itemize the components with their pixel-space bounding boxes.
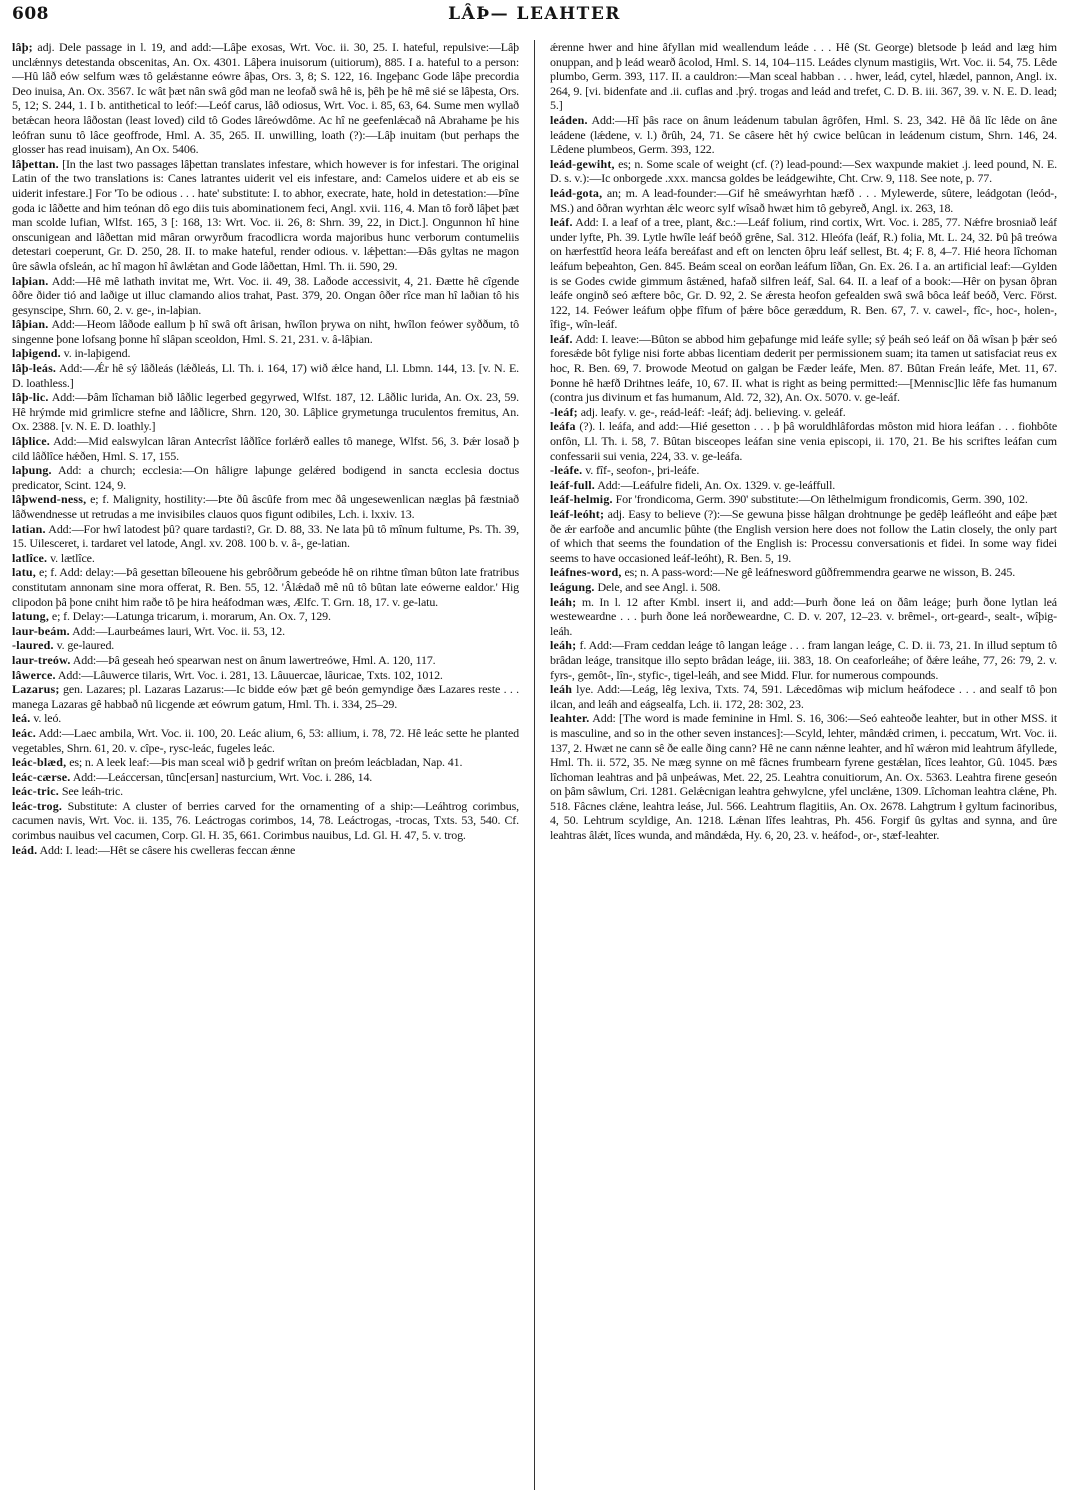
dictionary-entry bbox=[550, 463, 1057, 478]
dictionary-entry bbox=[550, 565, 1057, 580]
dictionary-entry bbox=[12, 755, 519, 770]
right-column bbox=[550, 40, 1057, 1490]
entry-headword: Lazarus; bbox=[12, 682, 60, 697]
entry-definition: Add:—Ǽr hê sý lâðleás (lǽðleás, Ll. Th. i. 164, 17) wið ǽlce hand, Ll. Lbmn. 144, 13. [v. N. E. D. loathless.] bbox=[12, 361, 519, 390]
dictionary-entry bbox=[550, 332, 1057, 405]
entry-definition: v. lætlîce. bbox=[47, 550, 95, 565]
dictionary-entry bbox=[12, 668, 519, 683]
entry-definition: Dele, and see Angl. i. 508. bbox=[594, 579, 721, 594]
entry-headword: leád-gewiht, bbox=[550, 156, 615, 171]
dictionary-entry bbox=[550, 215, 1057, 332]
dictionary-entry bbox=[12, 157, 519, 274]
dictionary-entry bbox=[12, 346, 519, 361]
entry-headword: latung, bbox=[12, 609, 50, 624]
dictionary-entry bbox=[12, 843, 519, 858]
entry-headword: leáfnes-word, bbox=[550, 565, 622, 580]
entry-headword: lâþ; bbox=[12, 40, 33, 54]
entry-definition: [In the last two passages lâþettan translates infestare, which however is for infestari. The original Latin of the two translations is: Canes latrantes uiderit vel eis infestare, and: Camelos uidere et ab eis se uiderit infestare.] For 'To be odious . . . hate' substitute: I. to abhor, execrate, hate, hold in detestation:—Þîne goda ic lâðette and him teónan dô ego diis tuis abominationem feci, Angl. xvii. 116, 4. Man tô forð lâþet þæt man scolde lufian, Wlfst. 165, 3 [: 168, 13: Wrt. Voc. ii. 26, 8: Shrn. 39, 22, in Dict.]. Ongunnon hî hine onscunigean and lâðettan mid mâran orwyrðum fracodlicra worda majoribus hunc verborum contumeliis detestari coeperunt, Gr. D. 250, 28. II. to make hateful, render odious. v. lǽþettan:—Ðâs gyltas ne magon ûre sâwla ofsleán, ac hî magon hî âwlǽtan and Gode lâðettan, Hml. Th. ii. 590, 29. bbox=[12, 156, 519, 273]
entry-definition: es; n. A leek leaf:—Þis man sceal wið þ gedrif wrîtan on þreóm leácbladan, Nap. 41. bbox=[66, 755, 463, 770]
dictionary-entry bbox=[550, 113, 1057, 157]
entry-definition: Add:—Hî þâs race on ânum leádenum tabulan âgrôfen, Hml. S. 23, 342. Hê ðâ lîc lêde on âne leádene (lǽdene, v. l.) ðrûh, 24, 71. Se câsere hêt hý cwice belûcan in leádenum cistum, Shrn. 146, 24. Lêdene plumbeos, Germ. 393, 122. bbox=[550, 112, 1057, 157]
entry-definition: e; f. Malignity, hostility:—Þte ðû âscûfe from mec ðâ ungesewenlican næglas þâ fæstniað lâðwendnesse ut retrudas a me invisibiles clauos quos figunt odibiles, Lch. i. lxxiv. 13. bbox=[12, 492, 519, 521]
entry-definition: Add: [The word is made feminine in Hml. S. 16, 306:—Seó eahteoðe leahter, but in other MSS. it is masculine, and so in the other seven instances]:—Scyld, lehter, mândǽd crimen, i. peccatum, Wrt. Voc. ii. 137, 2. Hwæt ne cann sê ðe ealle ðing cann? Hê ne cann nǽnne leahter, and hî wǽron mid leahtrum âfyllede, Hml. Th. ii. 572, 35. Ne mæg synne on mê fâcnes frumbearn fyrene gestǽlan, lîces leahtor, Gû. 1045. Þæs lîchoman leahtras and þâ unþeáwas, Met. 22, 25. Leahtra conuitiorum, An. Ox. 5363. Leahtra firene geseón on þâm sâwlum, Cri. 1281. Gelǽcnigan leahtra gehwylcne, yfel unclǽne, 1309. Lîchoman leahtra clǽne, Ph. 518. Fâcnes clǽne, leahtra leáse, Jul. 566. Leahtrum flagitiis, An. Ox. 2678. Lahgtrum ł gyltum facinoribus, 4, 50. Lehtrum scyldige, An. 1218. Lǽnan lîfes leahtras, Ph. 456. Forgif ûs gyltas and synna, and ûre leahtras âlǽt, lîces wunda, and mândǽda, Hy. 6, 20, 23. v. heáfod-, or-, stæf-leahter. bbox=[550, 711, 1057, 843]
entry-definition: Add: I. a leaf of a tree, plant, &c.:—Leáf folium, rind cortix, Wrt. Voc. i. 285, 77. Nǽfre brosniað leáf under lyfte, Ph. 39. Lytle hwîle leáf beóð grêne, Sal. 312. Hleófa (leáf, R.) folia, Mt. L. 24, 32. Þû þâ treówa on hærfesttîd heora leáfa bereáfast and eft on lencten ôþru leáf sellest, Bt. 4; F. 8, 4–7. Hié heora lîchoman leáfum beþeahton, Gen. 845. Beám sceal on eorðan leáfum lîðan, Gn. Ex. 26. I a. an artificial leaf:—Gylden is se Godes cwide gimmum âstǽned, hafað silfren leáf, Sal. 64. II. a leaf of a book:—Hêr on þysan ôþran leáfe onginð seó æftere bôc, Gr. D. 92, 2. Se ǽresta heofon gefealden swâ swâ bôca leáf beóð, Verc. Först. 122, 14. Feówer leáfum oþþe fîfum of þǽre bôce geræddum, R. Ben. 67, 7. v. cawel-, fîc-, hoc-, holen-, îfig-, wîn-leáf. bbox=[550, 215, 1057, 332]
dictionary-entry bbox=[12, 726, 519, 755]
entry-headword: leác. bbox=[12, 725, 36, 740]
entry-headword: lâþwend-ness, bbox=[12, 492, 87, 507]
dictionary-entry bbox=[550, 478, 1057, 493]
entry-headword: leáh bbox=[550, 682, 573, 697]
entry-headword: leáden. bbox=[550, 112, 588, 127]
entry-headword: leáh; bbox=[550, 638, 577, 653]
dictionary-entry bbox=[12, 609, 519, 624]
dictionary-entry bbox=[12, 492, 519, 521]
entry-headword: -laured. bbox=[12, 638, 54, 653]
entry-definition: Add:—Leáfulre fideli, An. Ox. 1329. v. ge-leáffull. bbox=[595, 477, 836, 492]
entry-definition: Add:—Þâm lîchaman bið lâðlic legerbed gegyrwed, Wlfst. 187, 12. Lâðlic lurida, An. Ox. 23, 59. Hê hrýmde mid grimlicre stefne and lâðlicre, Shrn. 120, 30. Lâþlice grymetunga truculentos fremitus, An. Ox. 2388. [v. N. E. D. loathly.] bbox=[12, 390, 519, 434]
entry-definition: For 'frondicoma, Germ. 390' substitute:—On lêthelmigum frondicomis, Germ. 390, 102. bbox=[612, 492, 1028, 507]
entry-headword: laþung. bbox=[12, 463, 52, 478]
dictionary-entry bbox=[12, 390, 519, 434]
entry-headword: leáh; bbox=[550, 594, 577, 609]
dictionary-entry bbox=[12, 40, 519, 157]
entry-headword: lâþettan. bbox=[12, 156, 59, 171]
entry-headword: leáf. bbox=[550, 331, 573, 346]
entry-definition: (?). l. leáfa, and add:—Hié gesetton . . . þ þâ woruldhlâfordas môston mid hiora leáfan . . . fiohbôte onfôn, Ll. Th. i. 58, 7. Bûtan bisceopes leáfan sine venia episcopi, ii. 170, 21. Be his scriftes leáfan cum confessarii sui venia, 224, 33. v. ge-leáfa. bbox=[550, 419, 1057, 463]
entry-headword: leác-blæd, bbox=[12, 755, 67, 770]
entry-definition: Add:—Hê mê lathath invitat me, Wrt. Voc. ii. 49, 38. Laðode accessivit, 4, 21. Ðætte hê cîgende ôðre ðider tió and laðige ut illuc clamando alios trahat, Past. 379, 20. Ongan ôðer rîce man hî laðian tô his gesynscipe, Shrn. 60, 2. v. ge-, in-laþian. bbox=[12, 273, 519, 317]
entry-headword: lâþian. bbox=[12, 317, 49, 332]
dictionary-entry bbox=[12, 565, 519, 609]
running-head: LÂÞ— LEAHTER bbox=[448, 4, 621, 24]
dictionary-entry bbox=[12, 711, 519, 726]
dictionary-entry bbox=[12, 434, 519, 463]
entry-definition: Substitute: A cluster of berries carved for the ornamenting of a ship:—Leáhtrog corimbus, cacumen navis, Wrt. Voc. ii. 135, 76. Leáctrogas corimbos, 14, 78. Leáctrogas, -trocas, Txts. 53, 540. Cf. corimbus nauibus vel cacumen, Corp. Gl. H. 35, 661. Corimbus nauibus, Ld. Gl. H. 47, 5. v. trog. bbox=[12, 798, 519, 843]
entry-definition: f. Add:—Fram ceddan leáge tô langan leáge . . . fram langan leáge, C. D. ii. 73, 21. In illud septum tô brâdan leáge, transitque illo septo brâdan leáge, iii. 383, 18. On ceaforleáhe; of ðǽre leáhe, 77, 26: 79, 2. v. fyrs-, gemôt-, lîn-, styfic-, tigel-leáh, and see Midd. Flur. for numerous compounds. bbox=[550, 638, 1057, 682]
entry-headword: leá. bbox=[12, 711, 31, 726]
entry-definition: Add: I. lead:—Hêt se câsere his cwelleras feccan ǽnne bbox=[37, 842, 296, 857]
dictionary-entry bbox=[12, 784, 519, 799]
dictionary-entry bbox=[550, 595, 1057, 639]
dictionary-entry bbox=[12, 551, 519, 566]
entry-headword: leahter. bbox=[550, 711, 590, 726]
dictionary-entry bbox=[12, 638, 519, 653]
entry-definition: v. in-laþigend. bbox=[60, 346, 131, 361]
dictionary-entry bbox=[550, 580, 1057, 595]
entry-definition: Add:—For hwî latodest þû? quare tardasti?, Gr. D. 88, 33. Ne lata þû tô mînum fultume, Ps. Th. 39, 15. Uilesceret, i. tardaret vel latode, Angl. xv. 208. 100 b. v. â-, ge-latian. bbox=[12, 521, 519, 551]
dictionary-entry bbox=[550, 419, 1057, 463]
page-number: 608 bbox=[12, 4, 49, 24]
entry-headword: leágung. bbox=[550, 579, 595, 594]
dictionary-entry bbox=[550, 682, 1057, 711]
entry-headword: leáf-helmig. bbox=[550, 492, 613, 507]
dictionary-entry bbox=[550, 638, 1057, 682]
entry-definition: adj. leafy. v. ge-, reád-leáf: -leáf; ȧdj. believing. v. geleáf. bbox=[577, 404, 846, 419]
entry-definition: an; m. A lead-founder:—Gif hê smeáwyrhtan hæfð . . . Mylewerde, sûtere, leádgotan (leód-, MS.) and ôðran wyrhtan ǽlc weorc sylf wîsað hwæt him tô gebyreð, Angl. ix. 263, 18. bbox=[550, 185, 1057, 215]
entry-headword: leác-trog. bbox=[12, 798, 63, 813]
entry-definition: es; n. A pass-word:—Ne gê leáfnesword gûðfremmendra gearwe ne wisson, B. 245. bbox=[621, 565, 1016, 580]
entry-headword: laur-beám. bbox=[12, 623, 70, 638]
dictionary-entry bbox=[12, 799, 519, 843]
entry-headword: lâþ-lic. bbox=[12, 390, 49, 405]
entry-definition: See leáh-tric. bbox=[58, 784, 124, 799]
entry-definition: v. ge-laured. bbox=[53, 638, 115, 653]
entry-headword: leáf. bbox=[550, 215, 573, 230]
entry-headword: leác-tric. bbox=[12, 784, 59, 799]
page-header bbox=[12, 4, 1057, 28]
entry-definition: Add:—Lâuwerce tilaris, Wrt. Voc. i. 281, 13. Lâuuercae, lâuricae, Txts. 102, 1012. bbox=[55, 667, 443, 682]
entry-definition: Add:—Laec ambila, Wrt. Voc. ii. 100, 20. Leác alium, 6, 53: allium, i. 78, 72. Hê leác sette he planted vegetables, Shrn. 61, 20. v. cîpe-, rysc-leác, fugeles leác. bbox=[12, 725, 519, 755]
entry-headword: lâwerce. bbox=[12, 667, 56, 682]
entry-definition: Add:—Leáccersan, tûnc[ersan] nasturcium, Wrt. Voc. i. 286, 14. bbox=[70, 769, 373, 784]
entry-definition: Add:—Heom lâðode eallum þ hî swâ oft ârisan, hwîlon þrywa on niht, hwîlon feówer syððum, tô singenne þone lofsang þonne hî slâpan sceoldon, Hml. S. 21, 231. v. â-lâþian. bbox=[12, 317, 519, 346]
dictionary-entry bbox=[550, 711, 1057, 842]
entry-headword: lâþlice. bbox=[12, 434, 50, 449]
entry-headword: leád-gota, bbox=[550, 185, 603, 200]
entry-definition: v. leó. bbox=[30, 711, 62, 726]
entry-headword: -leáfe. bbox=[550, 463, 583, 478]
entry-definition: es; n. Some scale of weight (cf. (?) lead-pound:—Sex waxpunde makiet .j. leed pound, N. E. D. s. v.):—Ic onborgede .xxx. mancsa goldes be leádgewihte, Cht. Crw. 9, 118. See note, p. 77. bbox=[550, 156, 1057, 186]
entry-headword: lâþ-leás. bbox=[12, 361, 57, 376]
entry-definition: Add:—Laurbeámes lauri, Wrt. Voc. ii. 53, 12. bbox=[69, 623, 285, 638]
entry-headword: leád. bbox=[12, 842, 38, 857]
entry-definition: v. fîf-, seofon-, þri-leáfe. bbox=[582, 463, 700, 478]
entry-definition: adj. Dele passage in l. 19, and add:—Lâþe exosas, Wrt. Voc. ii. 30, 25. I. hateful, repulsive:—Lâþ unclǽnnys detestanda obscenitas, An. Ox. 4301. Lâþera inuisorum (uitiorum), 885. I a. hateful to a person:—Hû lâð eów selfum wæs tô gelǽstanne eówre âþas, Ors. 3, 8; S. 122, 16. Ingeþanc Gode lâþe precordia Deo inuisa, An. Ox. 3567. Ic wât þæt nân swâ gôd man ne leofað swâ hê is, þêh þe hê mê sié se lâþesta, Ors. 5, 12; S. 244, 1. I b. antithetical to leóf:—Leóf carus, lâð odiosus, Wrt. Voc. i. 85, 63, 64. Sume men wyllað betǽcan heora lâðostan (least loved) cild tô Godes lâreówdôme. Ac hî ne geefenlǽcað nâ Abrahame þe his leófran sunu tô lâce geoffrode, Hml. A. 35, 265. II. unwilling, loath (?):—Lâþ inuitam (but perhaps the glosser has read inuisam), An Ox. 5406. bbox=[12, 40, 519, 157]
entry-definition: m. In l. 12 after Kmbl. insert ii, and add:—Þurh ðone leá on ðâm leáge; þurh ðone lytlan leá westeweardne . . . þurh ðone leá norðeweardne, C. D. v. 207, 12–23. v. brêmel-, ort-geard-, sealt-, wîþig-leáh. bbox=[550, 594, 1057, 638]
dictionary-entry bbox=[12, 682, 519, 711]
entry-headword: laþian. bbox=[12, 273, 49, 288]
dictionary-entry bbox=[550, 157, 1057, 186]
entry-definition: Add: I. leave:—Bûton se abbod him geþafunge mid leáfe sylle; sý þeáh seó leáf on ðâ wîsan þ þǽr seó foresǽde bôt fylige nisi forte abbas licentiam dederit per permissionem suam; ita tamen ut satisfaciat reus ex hoc, R. Ben. 69, 7. Þrowode Meotud on galgan be Fæder leáfe, Men. 87. Bûtan Freán leáfe, Met. 11, 67. Þonne hê hæfð Drihtnes leáfe, 10, 67. II. what is right as being permitted:—[Mennisc]lic lêfe fas humanum (contra jus divinum et fas humanum, Ald. 72, 32), An. Ox. 5070. v. ge-leáf. bbox=[550, 331, 1057, 405]
entry-definition: e; f. Add: delay:—Þâ gesettan bîleouene his gebrôðrum gebeóde hê on rihtne tîman bûton late fratribus constitutam annonam sine mora offerat, R. Ben. 55, 12. 'Âlǽdað mê nû tô bûtan late eówerne ealdor.' Hig clipodon þâ þone cniht him raðe tô þe hira heáfodman wæs, Ælfc. T. Grn. 18, 17. v. ge-latu. bbox=[12, 565, 519, 609]
dictionary-entry bbox=[550, 405, 1057, 420]
dictionary-entry bbox=[12, 770, 519, 785]
dictionary-entry bbox=[12, 653, 519, 668]
entry-definition: e; f. Delay:—Latunga tricarum, i. morarum, An. Ox. 7, 129. bbox=[49, 609, 331, 624]
entry-headword: -leáf; bbox=[550, 404, 578, 419]
entry-definition: Add:—Þâ geseah heó spearwan nest on ânum lawertreówe, Hml. A. 120, 117. bbox=[70, 652, 436, 667]
entry-definition: adj. Easy to believe (?):—Se gewuna þisse hâlgan drohtnunge þe gedêþ leáfleóht and eáþe þæt ðe ǽr earfoðe and ancumlic þûhte (the English version here does not follow the Latin closely, the only part of which that seems the foundation of the English is: Processu conversationis et fidei. In some way fidei seems to have occasioned leáf-leóht), R. Ben. 5, 19. bbox=[550, 507, 1057, 565]
dictionary-entry bbox=[12, 361, 519, 390]
dictionary-entry bbox=[550, 40, 1057, 113]
left-column bbox=[12, 40, 519, 1490]
dictionary-entry bbox=[12, 274, 519, 318]
column-divider bbox=[534, 40, 535, 1490]
dictionary-entry bbox=[550, 492, 1057, 507]
entry-definition: gen. Lazares; pl. Lazaras Lazarus:—Ic bidde eów þæt gê beón gemyndige ðæs Lazares reste . . . manega Lazaras gê habbað nû licgende æt eówrum gatum, Hml. Th. i. 334, 25–29. bbox=[12, 682, 519, 711]
entry-headword: latlîce. bbox=[12, 550, 48, 565]
entry-headword: leáf-full. bbox=[550, 477, 595, 492]
entry-headword: laþigend. bbox=[12, 346, 61, 361]
dictionary-entry bbox=[550, 507, 1057, 565]
dictionary-entry bbox=[12, 463, 519, 492]
entry-definition: Add: a church; ecclesia:—On hâligre laþunge gelǽred bodigend in sancta ecclesia doctus predicator, Scint. 124, 9. bbox=[12, 463, 519, 492]
entry-definition: ǽrenne hwer and hine âfyllan mid weallendum leáde . . . Hê (St. George) bletsode þ leád and læg him onuppan, and þ leád wearð âcolod, Hml. S. 14, 104–115. Leádes clynum mastigiis, Wrt. Voc. ii. 54, 75. Lêde plumbo, Germ. 393, 117. II. a cauldron:—Man sceal habban . . . hwer, leád, cytel, hlædel, pannon, Angl. ix. 264, 9. [vi. bidenfate and .ii. cuflas and .þrý. trogas and leád and trefet, C. D. B. iii. 367, 39. v. N. E. D. lead; 5.] bbox=[550, 40, 1057, 113]
entry-headword: leác-cærse. bbox=[12, 769, 71, 784]
dictionary-entry bbox=[550, 186, 1057, 215]
entry-definition: lye. Add:—Leág, lêg lexiva, Txts. 74, 591. Lǽcedômas wiþ miclum heáfodece . . . and sealf tô þon ilcan, and leáh and eágsealfa, Lch. ii. 172, 28: 302, 23. bbox=[550, 682, 1057, 711]
entry-headword: latu, bbox=[12, 565, 37, 580]
dictionary-columns bbox=[12, 40, 1057, 1490]
entry-definition: Add:—Mid ealswylcan lâran Antecrîst lâðlîce forlǽrð ealles tô manege, Wlfst. 56, 3. Þǽr losað þ cild lâðlîce hǽðen, Hml. S. 17, 155. bbox=[12, 434, 519, 463]
dictionary-entry bbox=[12, 522, 519, 551]
entry-headword: latian. bbox=[12, 521, 46, 536]
entry-headword: laur-treów. bbox=[12, 652, 71, 667]
dictionary-entry bbox=[12, 317, 519, 346]
dictionary-entry bbox=[12, 624, 519, 639]
entry-headword: leáf-leóht; bbox=[550, 507, 605, 521]
entry-headword: leáfa bbox=[550, 419, 576, 434]
